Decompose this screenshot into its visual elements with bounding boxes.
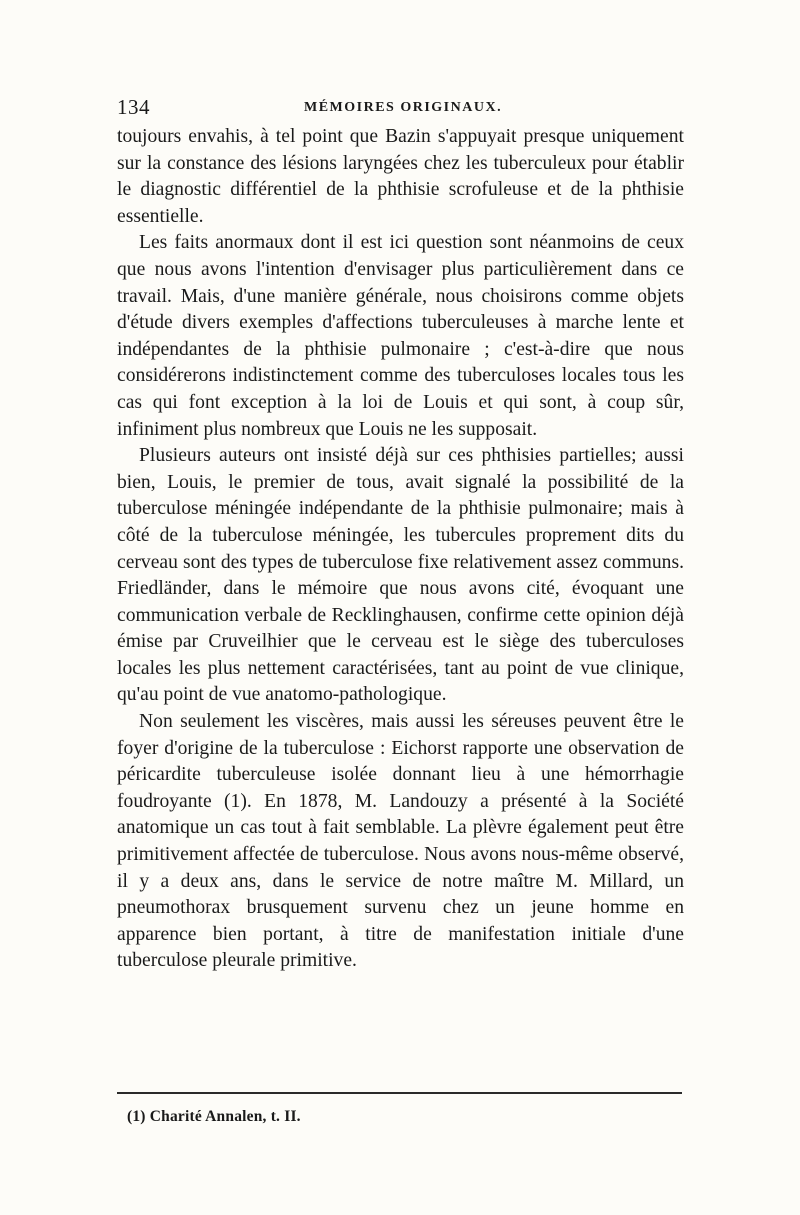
paragraph-3: Plusieurs auteurs ont insisté déjà sur ces phthisies partielles; aussi bien, Louis, le premier de tous, avait signalé la possibilité de la tuberculose méningée indépendante de la phthisie pulmonaire; mais à côté de la tuberculose méningée, les tubercules proprement dits du cerveau sont des types de tuberculose fixe relativement assez communs. Friedländer, dans le mémoire que nous avons cité, évoquant une communication verbale de Recklinghausen, confirme cette opinion déjà émise par Cruveilhier que le cerveau est le siège des tuberculoses locales les plus nettement caractérisées, tant au point de vue clinique, qu'au point de vue anatomo-pathologique. — [117, 445, 684, 706]
footnote: (1) Charité Annalen, t. II. — [127, 1108, 301, 1125]
body-text — [117, 124, 684, 975]
page-header — [117, 95, 682, 125]
paragraph-1: toujours envahis, à tel point que Bazin s'appuyait presque uniquement sur la constance des lésions laryngées chez les tuberculeux pour établir le diagnostic différentiel de la phthisie scrofuleuse et de la phthisie essentielle. — [117, 126, 684, 227]
page-number: 134 — [117, 95, 150, 119]
footnote-divider — [117, 1092, 682, 1094]
paragraph-2: Les faits anormaux dont il est ici question sont néanmoins de ceux que nous avons l'intention d'envisager plus particulièrement dans ce travail. Mais, d'une manière générale, nous choisirons comme objets d'étude divers exemples d'affections tuberculeuses à marche lente et indépendantes de la phthisie pulmonaire ; c'est-à-dire que nous considérerons indistinctement comme des tuberculoses locales tous les cas qui font exception à la loi de Louis et qui sont, à coup sûr, infiniment plus nombreux que Louis ne les supposait. — [117, 232, 684, 440]
paragraph-4: Non seulement les viscères, mais aussi les séreuses peuvent être le foyer d'origine de la tuberculose : Eichorst rapporte une observation de péricardite tuberculeuse isolée donnant lieu à une hémorrhagie foudroyante (1). En 1878, M. Landouzy a présenté à la Société anatomique un cas tout à fait semblable. La plèvre également peut être primitivement affectée de tuberculose. Nous avons nous-même observé, il y a deux ans, dans le service de notre maître M. Millard, un pneumothorax brusquement survenu chez un jeune homme en apparence bien portant, à titre de manifestation initiale d'une tuberculose pleurale primitive. — [117, 711, 684, 972]
running-head: MÉMOIRES ORIGINAUX. — [304, 100, 503, 115]
